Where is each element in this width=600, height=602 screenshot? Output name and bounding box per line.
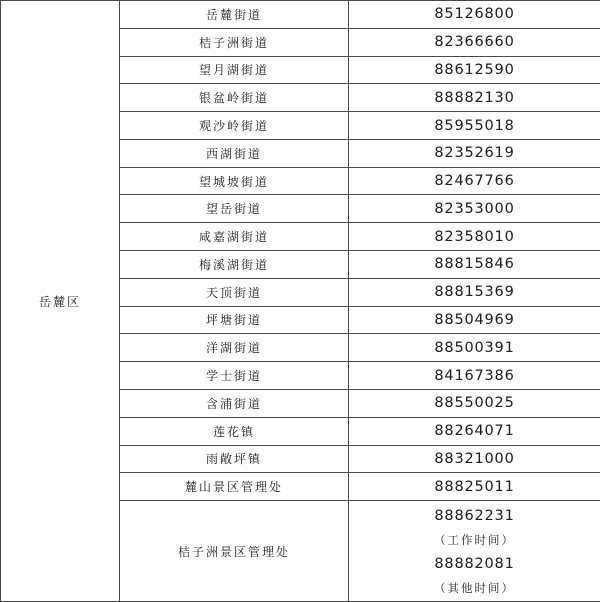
office-name: 莲花镇 — [120, 417, 349, 445]
office-name: 桔子洲街道 — [120, 28, 349, 56]
phone-number: 84167386 — [349, 362, 600, 390]
office-name: 麓山景区管理处 — [120, 473, 349, 501]
office-name: 桔子洲景区管理处 — [120, 501, 349, 602]
phone-number: 82358010 — [349, 223, 600, 251]
office-name: 银盆岭街道 — [120, 84, 349, 112]
phone-number: 88264071 — [349, 417, 600, 445]
office-name: 观沙岭街道 — [120, 112, 349, 140]
table-row — [1, 1, 600, 29]
office-name: 雨敞坪镇 — [120, 445, 349, 473]
phone-number: 88612590 — [349, 56, 600, 84]
phone-number-other: 88882081 — [434, 556, 515, 573]
office-name: 望岳街道 — [120, 195, 349, 223]
phone-number: 88550025 — [349, 389, 600, 417]
phone-number: 82467766 — [349, 167, 600, 195]
office-name: 天顶街道 — [120, 278, 349, 306]
office-name: 岳麓街道 — [120, 1, 349, 29]
phone-number: 88815846 — [349, 251, 600, 279]
office-name: 梅溪湖街道 — [120, 251, 349, 279]
phone-number: 88504969 — [349, 306, 600, 334]
office-name: 学士街道 — [120, 362, 349, 390]
phone-number: 88825011 — [349, 473, 600, 501]
office-name: 洋湖街道 — [120, 334, 349, 362]
office-name: 含浦街道 — [120, 389, 349, 417]
phone-number: 82353000 — [349, 195, 600, 223]
office-name: 望月湖街道 — [120, 56, 349, 84]
phone-number: 82366660 — [349, 28, 600, 56]
phone-note-other: （其他时间） — [434, 581, 515, 596]
office-name: 西湖街道 — [120, 139, 349, 167]
phone-number: 88500391 — [349, 334, 600, 362]
phone-number: 85955018 — [349, 112, 600, 140]
phone-number: 88815369 — [349, 278, 600, 306]
phone-number: 88321000 — [349, 445, 600, 473]
office-name: 坪塘街道 — [120, 306, 349, 334]
office-name: 咸嘉湖街道 — [120, 223, 349, 251]
office-name: 望城坡街道 — [120, 167, 349, 195]
phone-cell-multi — [349, 501, 600, 602]
contact-table-body — [1, 1, 600, 602]
phone-number: 85126800 — [349, 1, 600, 29]
phone-number: 82352619 — [349, 139, 600, 167]
phone-number-work: 88862231 — [434, 508, 515, 525]
phone-number: 88882130 — [349, 84, 600, 112]
phone-note-work: （工作时间） — [434, 533, 515, 548]
district-cell: 岳麓区 — [1, 1, 120, 602]
